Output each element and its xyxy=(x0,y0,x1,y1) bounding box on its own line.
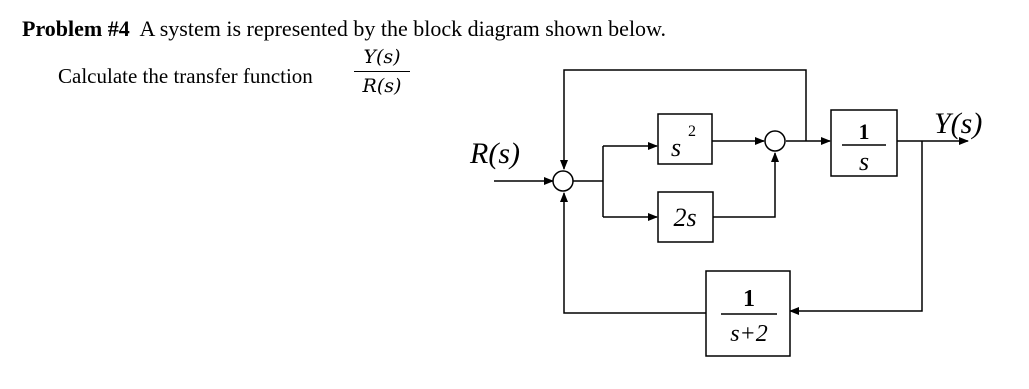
fraction-numerator: Y(s) xyxy=(363,46,401,68)
input-label: R(s) xyxy=(470,137,520,170)
output-label: Y(s) xyxy=(934,107,983,140)
problem-number: Problem #4 xyxy=(22,16,130,41)
problem-text: A system is represented by the block diagram shown below. xyxy=(139,16,667,41)
integrator-numerator: 1 xyxy=(858,119,870,144)
summing-junction-2 xyxy=(765,131,785,151)
block-2s-label: 2s xyxy=(673,203,697,232)
block-s-squared-base: s xyxy=(671,133,682,162)
fraction-denominator: R(s) xyxy=(362,75,402,97)
summing-junction-1 xyxy=(553,171,573,191)
integrator-denominator: s xyxy=(858,147,870,176)
block-s-squared xyxy=(658,114,712,164)
2s-output-line xyxy=(713,153,775,217)
feedback-numerator: 1 xyxy=(743,286,755,312)
block-s-squared-exponent: 2 xyxy=(688,123,696,140)
feedback-denominator: s+2 xyxy=(730,321,768,347)
task-text: Calculate the transfer function xyxy=(58,64,313,88)
